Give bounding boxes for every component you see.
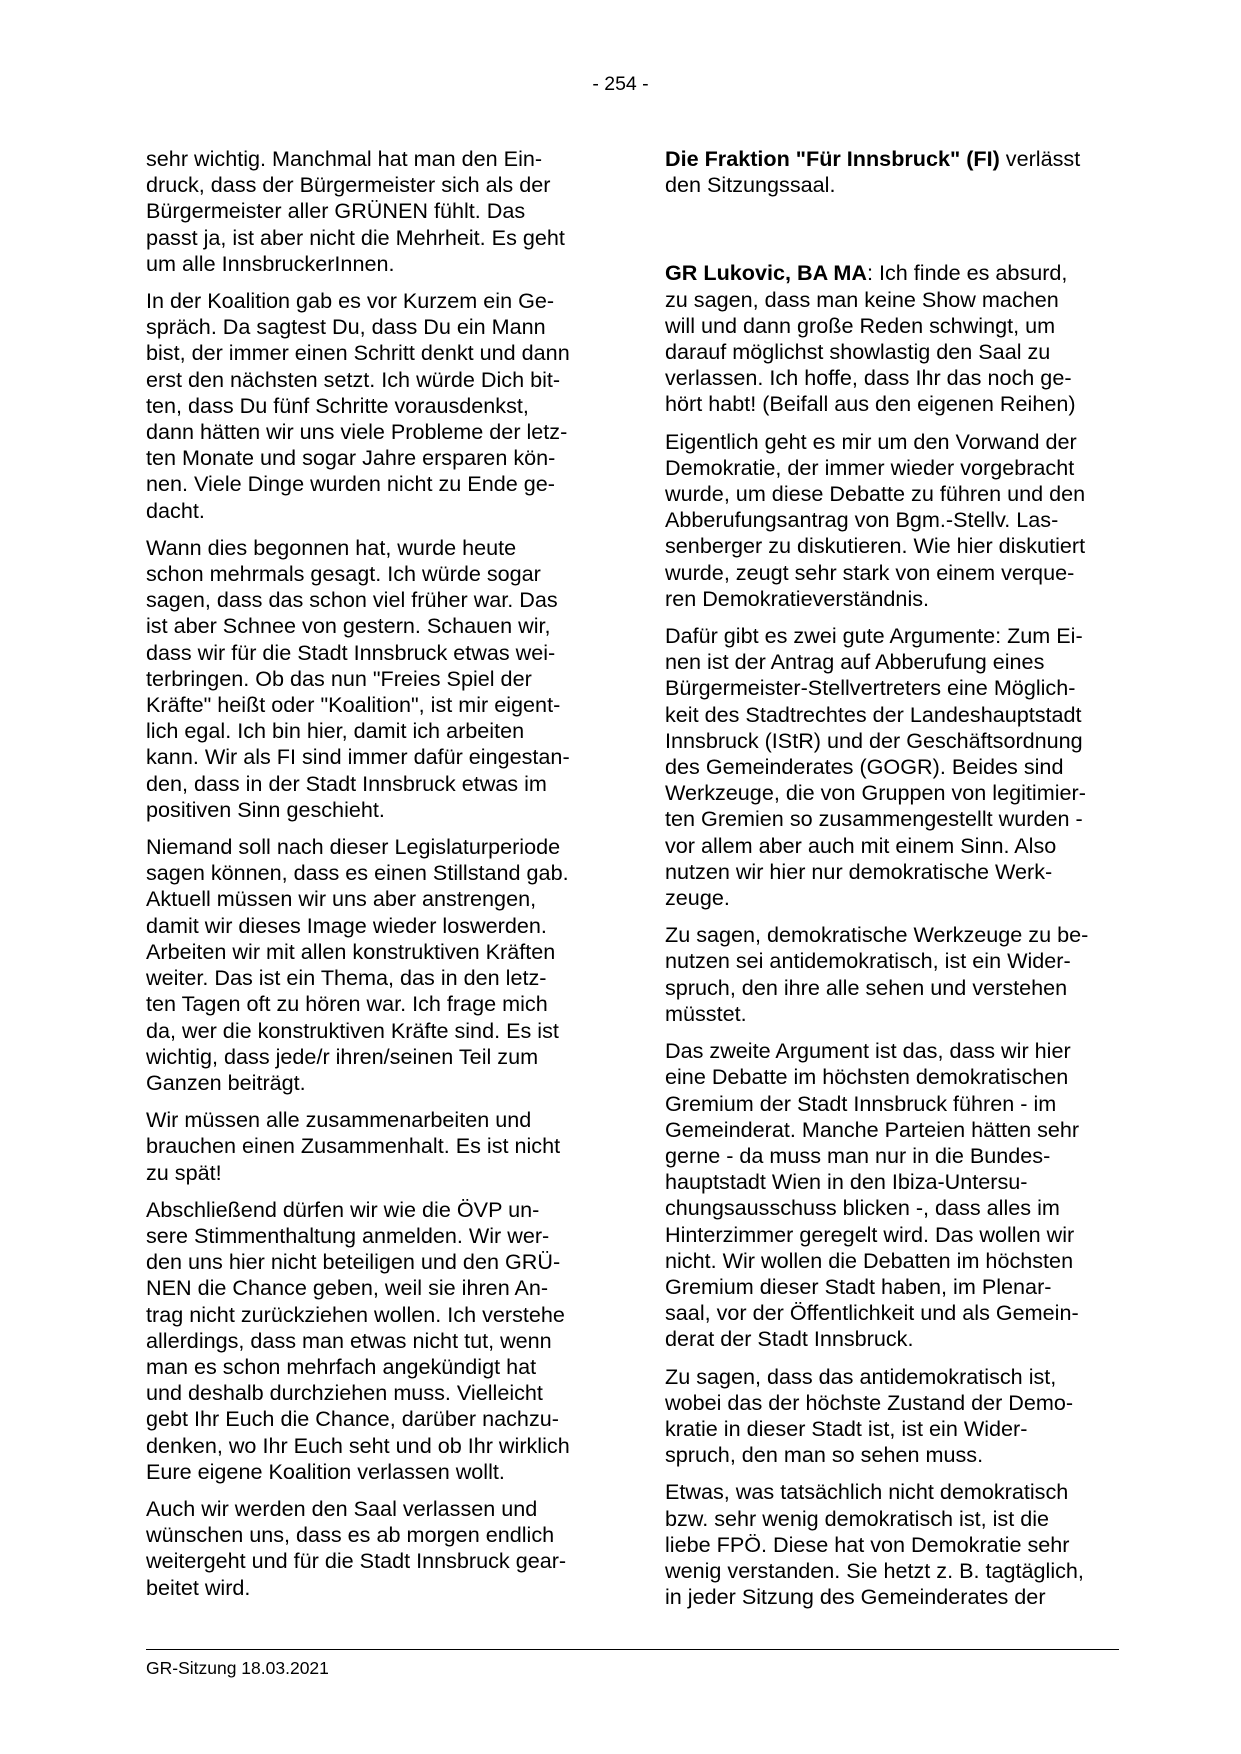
text-line: Bürgermeister aller GRÜNEN fühlt. Das — [146, 198, 526, 224]
text-line: ist aber Schnee von gestern. Schauen wir, — [146, 613, 551, 639]
text-line: ten, dass Du fünf Schritte vorausdenkst, — [146, 392, 529, 418]
text-line: Wir müssen alle zusammenarbeiten und — [146, 1107, 532, 1133]
text-line: sehr wichtig. Manchmal hat man den Ein- — [146, 146, 543, 171]
text-line: Auch wir werden den Saal verlassen und — [146, 1495, 538, 1521]
text-line: nutzen wir hier nur demokratische Werk- — [665, 858, 1053, 884]
text-line: Dafür gibt es zwei gute Argumente: Zum Ei- — [665, 623, 1083, 649]
text-line: sagen können, dass es einen Stillstand gab. — [146, 860, 569, 886]
text-line: vor allem aber auch mit einem Sinn. Also — [665, 832, 1057, 858]
text-line: Abberufungsantrag von Bgm.-Stellv. Las- — [665, 507, 1059, 533]
paragraph — [146, 1107, 606, 1186]
paragraph — [146, 146, 606, 277]
text-line: darauf möglichst showlastig den Saal zu — [665, 339, 1051, 365]
footer-session-date: GR-Sitzung 18.03.2021 — [146, 1658, 329, 1678]
text-line: Eigentlich geht es mir um den Vorwand der — [665, 428, 1077, 454]
text-line: allerdings, dass man etwas nicht tut, wenn — [146, 1327, 552, 1353]
text-line: saal, vor der Öffentlichkeit und als Gemein- — [665, 1300, 1079, 1326]
text-line: Eure eigene Koalition verlassen wollt. — [146, 1458, 505, 1484]
text-line: gebt Ihr Euch die Chance, darüber nachzu- — [146, 1406, 559, 1432]
paragraph — [665, 1364, 1125, 1469]
right-paragraphs — [665, 429, 1125, 1611]
text-line: Gemeinderat. Manche Parteien hätten sehr — [665, 1116, 1080, 1142]
page-number: - 254 - — [592, 73, 649, 95]
text-line: ten Gremien so zusammengestellt wurden - — [665, 806, 1083, 832]
text-line: hauptstadt Wien in den Ibiza-Untersu- — [665, 1169, 1028, 1195]
text-line: wenig verstanden. Sie hetzt z. B. tagtäglich, — [665, 1557, 1084, 1583]
text-line: nen ist der Antrag auf Abberufung eines — [665, 649, 1045, 675]
text-line: Zu sagen, demokratische Werkzeuge zu be- — [665, 922, 1089, 948]
text-line: Zu sagen, dass das antidemokratisch ist, — [665, 1363, 1057, 1389]
paragraph — [665, 1479, 1125, 1610]
text-line: Wann dies begonnen hat, wurde heute — [146, 534, 517, 560]
text-line: kann. Wir als FI sind immer dafür eingestan- — [146, 744, 570, 770]
text-line: trag nicht zurückziehen wollen. Ich verstehe — [146, 1301, 565, 1327]
paragraph — [146, 1197, 606, 1485]
text-line: wobei das der höchste Zustand der Demo- — [665, 1389, 1074, 1415]
text-line: zu spät! — [146, 1159, 222, 1185]
paragraph — [146, 288, 606, 524]
text-line: in jeder Sitzung des Gemeinderates der — [665, 1584, 1046, 1610]
text-line: chungsausschuss blicken -, dass alles im — [665, 1195, 1060, 1221]
faction-name: Die Fraktion "Für Innsbruck" (FI) — [665, 146, 1000, 171]
text-line: sagen, dass das schon viel früher war. Das — [146, 587, 558, 613]
text-line: Niemand soll nach dieser Legislaturperiode — [146, 834, 561, 860]
text-line: Bürgermeister-Stellvertreters eine Möglich- — [665, 675, 1076, 701]
paragraph — [146, 1496, 606, 1601]
paragraph — [146, 535, 606, 823]
text-line: Kräfte" heißt oder "Koalition", ist mir eigent- — [146, 692, 561, 718]
text-line: weiter. Das ist ein Thema, das in den letz- — [146, 965, 547, 991]
paragraph — [665, 922, 1125, 1027]
text-line: weitergeht und für die Stadt Innsbruck gear- — [146, 1548, 567, 1574]
text-line: Gremium dieser Stadt haben, im Plenar- — [665, 1273, 1052, 1299]
text-line: müsstet. — [665, 1000, 747, 1026]
text-line: nen. Viele Dinge wurden nicht zu Ende ge- — [146, 471, 555, 497]
text-line: spruch, den ihre alle sehen und verstehen — [665, 974, 1068, 1000]
text-line: liebe FPÖ. Diese hat von Demokratie sehr — [665, 1531, 1070, 1557]
text-line: Werkzeuge, die von Gruppen von legitimier- — [665, 780, 1086, 806]
text-line: senberger zu diskutieren. Wie hier diskutiert — [665, 533, 1086, 559]
text-line: brauchen einen Zusammenhalt. Es ist nicht — [146, 1133, 561, 1159]
text-line: den, dass in der Stadt Innsbruck etwas im — [146, 770, 547, 796]
paragraph — [665, 429, 1125, 612]
text-line: terbringen. Ob das nun "Freies Spiel der — [146, 665, 532, 691]
text-line: zeuge. — [665, 885, 730, 911]
text-line: nicht. Wir wollen die Debatten im höchsten — [665, 1247, 1074, 1273]
text-line: will und dann große Reden schwingt, um — [665, 312, 1056, 338]
faction-notice-line — [665, 146, 1125, 172]
paragraph — [665, 623, 1125, 911]
text-line: wünschen uns, dass es ab morgen endlich — [146, 1522, 555, 1548]
text-line: sere Stimmenthaltung anmelden. Wir wer- — [146, 1222, 550, 1248]
text-line: Hinterzimmer geregelt wird. Das wollen wir — [665, 1221, 1075, 1247]
speaker-paragraph — [665, 260, 1125, 417]
text-line: dacht. — [146, 497, 205, 523]
text-line: positiven Sinn geschieht. — [146, 796, 385, 822]
text-line: Aktuell müssen wir uns aber anstrengen, — [146, 886, 537, 912]
text-line: spruch, den man so sehen muss. — [665, 1442, 984, 1468]
text-line: bzw. sehr wenig demokratisch ist, ist die — [665, 1505, 1050, 1531]
vertical-gap — [665, 209, 1125, 260]
left-column — [146, 146, 606, 1612]
text-line: wurde, um diese Debatte zu führen und den — [665, 481, 1086, 507]
text-line: ren Demokratieverständnis. — [665, 585, 930, 611]
text-line: des Gemeinderates (GOGR). Beides sind — [665, 754, 1064, 780]
faction-notice — [665, 146, 1125, 198]
text-line: lich egal. Ich bin hier, damit ich arbeiten — [146, 718, 525, 744]
speaker-text-start: : Ich finde es absurd, — [866, 260, 1068, 286]
text-line: damit wir dieses Image wieder loswerden. — [146, 912, 547, 938]
text-line: man es schon mehrfach angekündigt hat — [146, 1353, 537, 1379]
speaker-name: GR Lukovic, BA MA — [665, 260, 867, 286]
text-line: Das zweite Argument ist das, dass wir hier — [665, 1038, 1071, 1064]
text-line: bist, der immer einen Schritt denkt und dann — [146, 340, 570, 366]
text-line: kratie in dieser Stadt ist, ist ein Wider- — [665, 1415, 1028, 1441]
text-line: derat der Stadt Innsbruck. — [665, 1326, 914, 1352]
text-line: druck, dass der Bürgermeister sich als der — [146, 172, 551, 198]
faction-notice-line: den Sitzungssaal. — [665, 172, 836, 198]
text-line: zu sagen, dass man keine Show machen — [665, 286, 1059, 312]
text-line: keit des Stadtrechtes der Landeshauptstadt — [665, 701, 1082, 727]
text-line: eine Debatte im höchsten demokratischen — [665, 1064, 1069, 1090]
footer-divider — [146, 1649, 1119, 1650]
faction-notice-rest: verlässt — [999, 146, 1081, 171]
text-line: nutzen sei antidemokratisch, ist ein Wider- — [665, 948, 1071, 974]
text-line: hört habt! (Beifall aus den eigenen Reihen) — [665, 391, 1076, 417]
text-line: NEN die Chance geben, weil sie ihren An- — [146, 1275, 549, 1301]
text-line: beitet wird. — [146, 1574, 251, 1600]
text-line: gerne - da muss man nur in die Bundes- — [665, 1142, 1051, 1168]
text-line: denken, wo Ihr Euch seht und ob Ihr wirklich — [146, 1432, 570, 1458]
paragraph — [665, 1038, 1125, 1352]
text-line: ten Tagen oft zu hören war. Ich frage mich — [146, 991, 548, 1017]
text-line: erst den nächsten setzt. Ich würde Dich bit- — [146, 366, 561, 392]
text-line: passt ja, ist aber nicht die Mehrheit. Es geht — [146, 224, 565, 250]
text-line: Arbeiten wir mit allen konstruktiven Kräften — [146, 938, 556, 964]
paragraph — [146, 834, 606, 1096]
text-line: Etwas, was tatsächlich nicht demokratisch — [665, 1479, 1069, 1505]
text-line: Gremium der Stadt Innsbruck führen - im — [665, 1090, 1057, 1116]
text-line: schon mehrmals gesagt. Ich würde sogar — [146, 561, 541, 587]
text-line: wurde, zeugt sehr stark von einem verque- — [665, 559, 1075, 585]
text-line: spräch. Da sagtest Du, dass Du ein Mann — [146, 314, 546, 340]
text-line: da, wer die konstruktiven Kräfte sind. Es ist — [146, 1017, 559, 1043]
text-line: In der Koalition gab es vor Kurzem ein Ge- — [146, 288, 555, 314]
text-line: Ganzen beiträgt. — [146, 1069, 306, 1095]
text-line: ten Monate und sogar Jahre ersparen kön- — [146, 445, 556, 471]
text-line: und deshalb durchziehen muss. Vielleicht — [146, 1380, 543, 1406]
text-line: dann hätten wir uns viele Probleme der letz- — [146, 419, 568, 445]
speaker-first-line — [665, 260, 1125, 286]
text-line: um alle InnsbruckerInnen. — [146, 250, 395, 276]
text-line: Demokratie, der immer wieder vorgebracht — [665, 454, 1075, 480]
text-line: Abschließend dürfen wir wie die ÖVP un- — [146, 1196, 540, 1222]
text-line: den uns hier nicht beteiligen und den GRÜ- — [146, 1249, 561, 1275]
right-column — [665, 146, 1125, 1621]
text-line: wichtig, dass jede/r ihren/seinen Teil zum — [146, 1043, 539, 1069]
text-line: Innsbruck (IStR) und der Geschäftsordnung — [665, 727, 1083, 753]
text-line: verlassen. Ich hoffe, dass Ihr das noch ge- — [665, 365, 1072, 391]
text-line: dass wir für die Stadt Innsbruck etwas wei- — [146, 639, 556, 665]
